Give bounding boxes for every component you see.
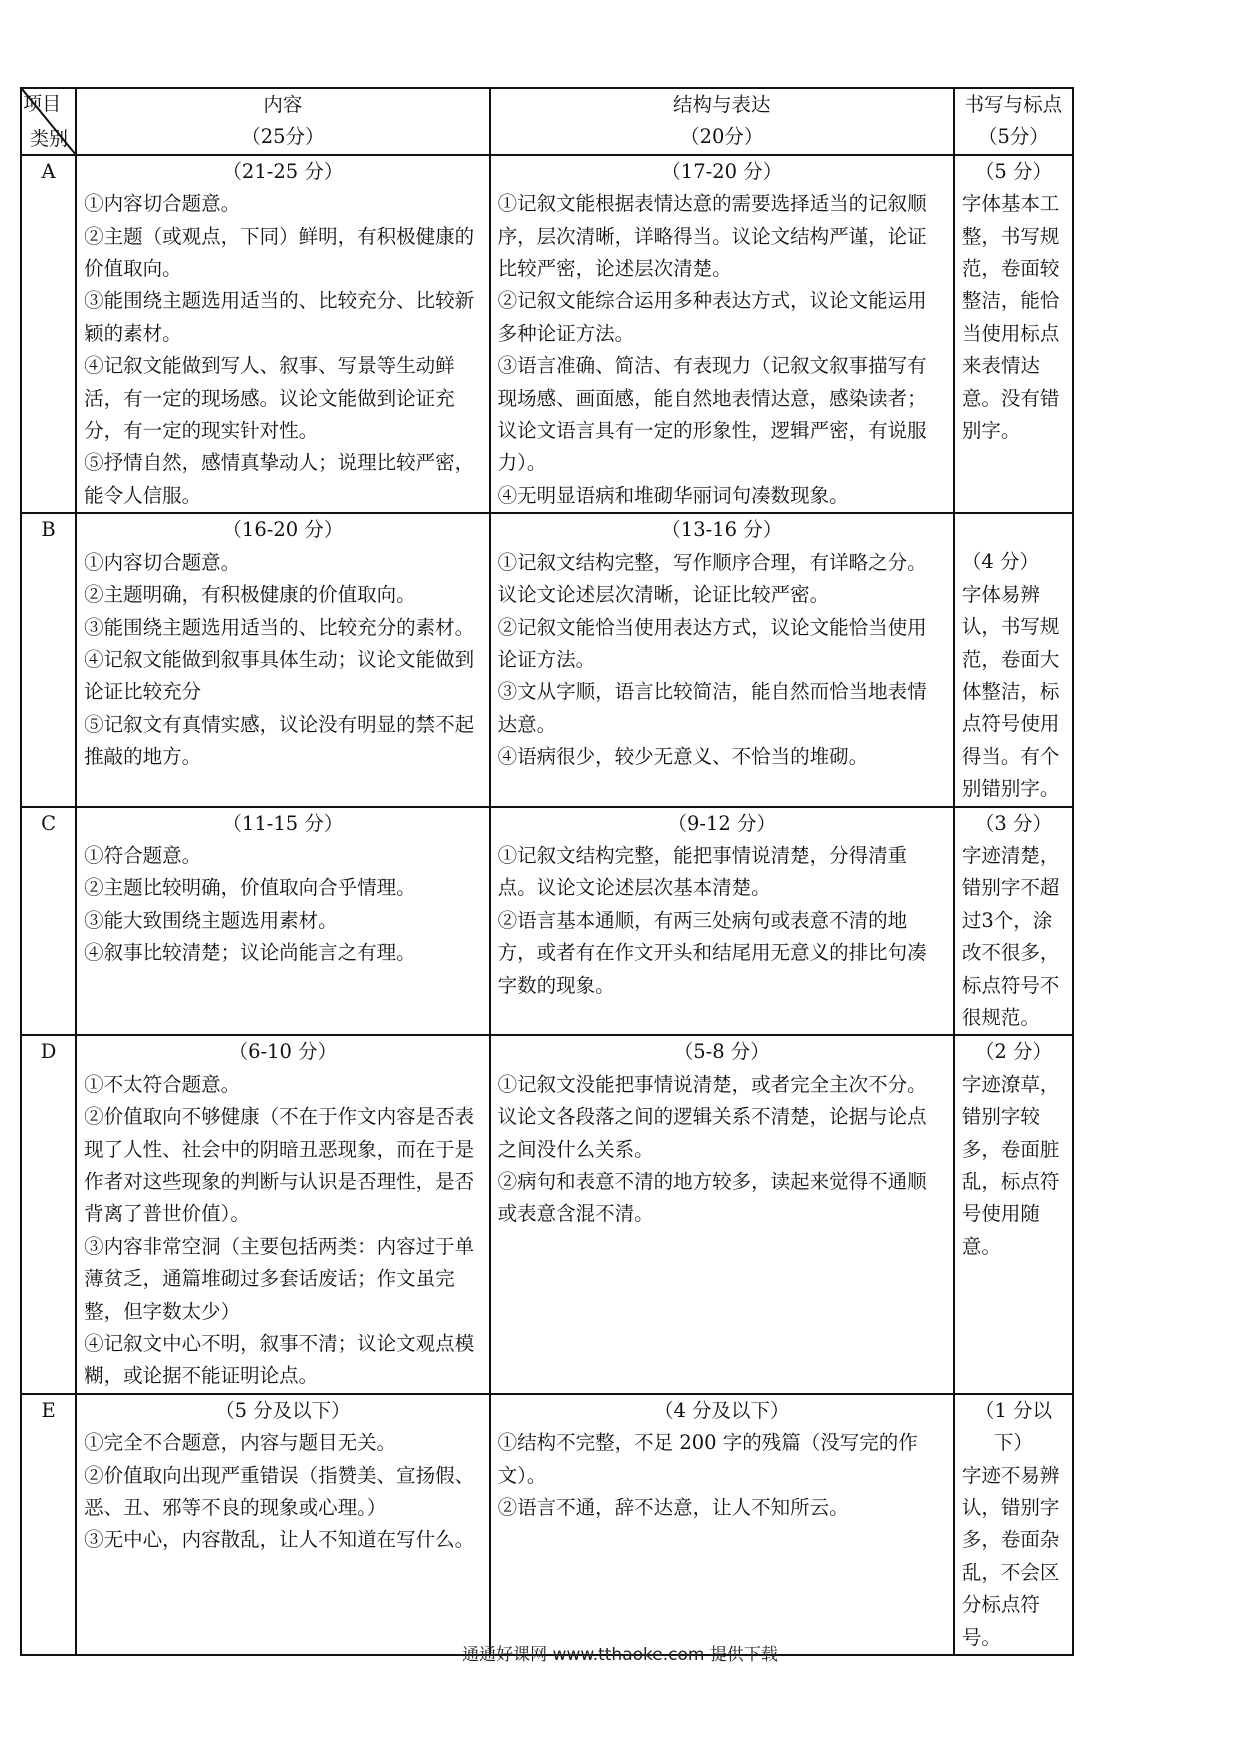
structure-criterion: ①结构不完整，不足 200 字的残篇（没写完的作文）。 [497, 1431, 918, 1487]
structure-criterion: ①记叙文能根据表情达意的需要选择适当的记叙顺序，层次清晰，详略得当。议论文结构严谨，论证比较严密，论述层次清楚。 [497, 192, 927, 281]
header-row [21, 88, 1073, 155]
structure-cell [490, 807, 954, 1036]
content-criterion: ④记叙文能做到叙事具体生动；议论文能做到论证比较充分 [84, 647, 475, 704]
grade-row [21, 513, 1073, 806]
rubric-body [21, 155, 1073, 1655]
structure-criterion: ③语言准确、简洁、有表现力（记叙文叙事描写有现场感、画面感，能自然地表情达意，感染读者；议论文语言具有一定的形象性，逻辑严密，有说服力）。 [497, 354, 927, 475]
structure-score-range: （9-12 分） [667, 811, 777, 835]
structure-criterion: ②记叙文能综合运用多种表达方式，议论文能运用多种论证方法。 [497, 289, 927, 345]
content-criterion: ①符合题意。 [84, 843, 202, 867]
structure-criterion: ①记叙文没能把事情说清楚，或者完全主次不分。议论文各段落之间的逻辑关系不清楚，论据与论点之间没什么关系。 [497, 1072, 927, 1161]
structure-score-range: （4 分及以下） [653, 1398, 790, 1422]
writing-criterion: 字体易辨认，书写规范，卷面大体整洁，标点符号使用得当。有个别错别字。 [961, 582, 1060, 801]
content-score-range: （16-20 分） [222, 518, 344, 542]
structure-header-title: 结构与表达 [673, 93, 771, 116]
structure-header-score: （20分） [680, 125, 764, 149]
grade-category: A [21, 155, 76, 513]
grade-row [21, 807, 1073, 1036]
writing-score-range: （5 分） [974, 159, 1052, 183]
writing-cell [954, 513, 1073, 806]
rubric-table [20, 87, 1074, 1656]
structure-criterion: ②病句和表意不清的地方较多，读起来觉得不通顺或表意含混不清。 [497, 1170, 927, 1226]
grade-category: C [21, 807, 76, 1036]
structure-cell [490, 513, 954, 806]
structure-criterion: ①记叙文结构完整，能把事情说清楚，分得清重点。议论文论述层次基本清楚。 [497, 843, 908, 900]
content-criterion: ②价值取向出现严重错误（指赞美、宣扬假、恶、丑、邪等不良的现象或心理。） [84, 1463, 475, 1520]
writing-score-range: （2 分） [974, 1040, 1052, 1064]
content-score-range: （21-25 分） [222, 159, 344, 183]
writing-criterion: 字迹清楚，错别字不超过3个，涂改不很多，标点符号不很规范。 [961, 843, 1060, 1029]
content-header [76, 88, 490, 155]
content-score-range: （5 分及以下） [215, 1398, 351, 1422]
rubric-sheet [20, 87, 1074, 1656]
structure-score-range: （17-20 分） [661, 159, 783, 183]
content-criterion: ④记叙文中心不明，叙事不清；议论文观点模糊，或论据不能证明论点。 [84, 1332, 475, 1388]
writing-header [954, 88, 1073, 155]
content-criterion: ⑤记叙文有真情实感，议论没有明显的禁不起推敲的地方。 [84, 712, 475, 769]
content-cell [76, 807, 490, 1036]
content-criterion: ①不太符合题意。 [84, 1072, 241, 1096]
corner-bottom-label: 类别 [30, 127, 69, 150]
writing-header-title: 书写与标点 [964, 93, 1063, 116]
structure-criterion: ②语言基本通顺，有两三处病句或表意不清的地方，或者有在作文开头和结尾用无意义的排比句凑字数的现象。 [497, 908, 927, 997]
content-criterion: ②价值取向不够健康（不在于作文内容是否表现了人性、社会中的阴暗丑恶现象，而在于是作者对这些现象的判断与认识是否理性，是否背离了普世价值）。 [84, 1105, 475, 1226]
corner-top-label: 项目 [23, 93, 62, 115]
content-criterion: ⑤抒情自然，感情真挚动人；说理比较严密，能令人信服。 [84, 451, 475, 507]
structure-criterion: ④无明显语病和堆砌华丽词句凑数现象。 [497, 483, 849, 507]
content-cell [76, 1394, 490, 1655]
grade-row [21, 1035, 1073, 1393]
content-score-range: （6-10 分） [228, 1040, 338, 1064]
structure-criterion: ③文从字顺，语言比较简洁，能自然而恰当地表情达意。 [497, 680, 927, 736]
writing-cell [954, 1035, 1073, 1393]
content-score-range: （11-15 分） [222, 811, 344, 835]
content-criterion: ①完全不合题意，内容与题目无关。 [84, 1431, 397, 1455]
structure-score-range: （5-8 分） [673, 1040, 770, 1064]
structure-criterion: ①记叙文结构完整，写作顺序合理，有详略之分。议论文论述层次清晰，论证比较严密。 [497, 550, 927, 607]
content-criterion: ③能围绕主题选用适当的、比较充分、比较新颖的素材。 [84, 289, 475, 345]
writing-cell [954, 807, 1073, 1036]
content-criterion: ①内容切合题意。 [84, 192, 241, 216]
content-criterion: ④记叙文能做到写人、叙事、写景等生动鲜活，有一定的现场感。议论文能做到论证充分，有一定的现实针对性。 [84, 354, 455, 443]
structure-criterion: ②语言不通，辞不达意，让人不知所云。 [497, 1496, 849, 1520]
structure-cell [490, 155, 954, 513]
content-criterion: ④叙事比较清楚；议论尚能言之有理。 [84, 941, 416, 965]
writing-cell [954, 155, 1073, 513]
writing-criterion: 字迹潦草，错别字较多，卷面脏乱，标点符号使用随意。 [961, 1072, 1060, 1258]
content-criterion: ③能围绕主题选用适当的、比较充分的素材。 [84, 615, 475, 639]
writing-score-range: （1 分以下） [974, 1398, 1052, 1455]
content-criterion: ①内容切合题意。 [84, 550, 241, 574]
content-header-title: 内容 [263, 93, 303, 116]
content-criterion: ③无中心，内容散乱，让人不知道在写什么。 [84, 1528, 475, 1552]
writing-score-range: （3 分） [974, 811, 1052, 835]
structure-cell [490, 1035, 954, 1393]
content-criterion: ③能大致围绕主题选用素材。 [84, 908, 338, 932]
structure-header [490, 88, 954, 155]
grade-category: E [21, 1394, 76, 1655]
footer-credit: 通通好课网 www.tthaoke.com 提供下载 [462, 1645, 778, 1665]
content-criterion: ②主题（或观点，下同）鲜明，有积极健康的价值取向。 [84, 224, 475, 281]
writing-cell [954, 1394, 1073, 1655]
content-cell [76, 155, 490, 513]
writing-criterion: 字迹不易辨认，错别字多，卷面杂乱，不会区分标点符号。 [961, 1463, 1060, 1649]
content-cell [76, 513, 490, 806]
structure-criterion: ②记叙文能恰当使用表达方式，议论文能恰当使用论证方法。 [497, 615, 927, 671]
structure-criterion: ④语病很少，较少无意义、不恰当的堆砌。 [497, 745, 869, 769]
grade-row [21, 1394, 1073, 1655]
corner-header-cell [21, 88, 76, 155]
content-criterion: ②主题比较明确，价值取向合乎情理。 [84, 876, 416, 900]
writing-criterion: 字体基本工整，书写规范，卷面较整洁，能恰当使用标点来表情达意。没有错别字。 [961, 192, 1060, 443]
structure-cell [490, 1394, 954, 1655]
content-criterion: ②主题明确，有积极健康的价值取向。 [84, 583, 416, 607]
content-cell [76, 1035, 490, 1393]
content-criterion: ③内容非常空洞（主要包括两类：内容过于单薄贫乏，通篇堆砌过多套话废话；作文虽完整，但字数太少） [84, 1234, 475, 1323]
writing-score-range: （4 分） [961, 550, 1039, 574]
structure-score-range: （13-16 分） [661, 518, 783, 542]
grade-row [21, 155, 1073, 513]
content-header-score: （25分） [241, 125, 325, 149]
grade-category: B [21, 513, 76, 806]
writing-header-score: （5分） [977, 125, 1049, 149]
grade-category: D [21, 1035, 76, 1393]
